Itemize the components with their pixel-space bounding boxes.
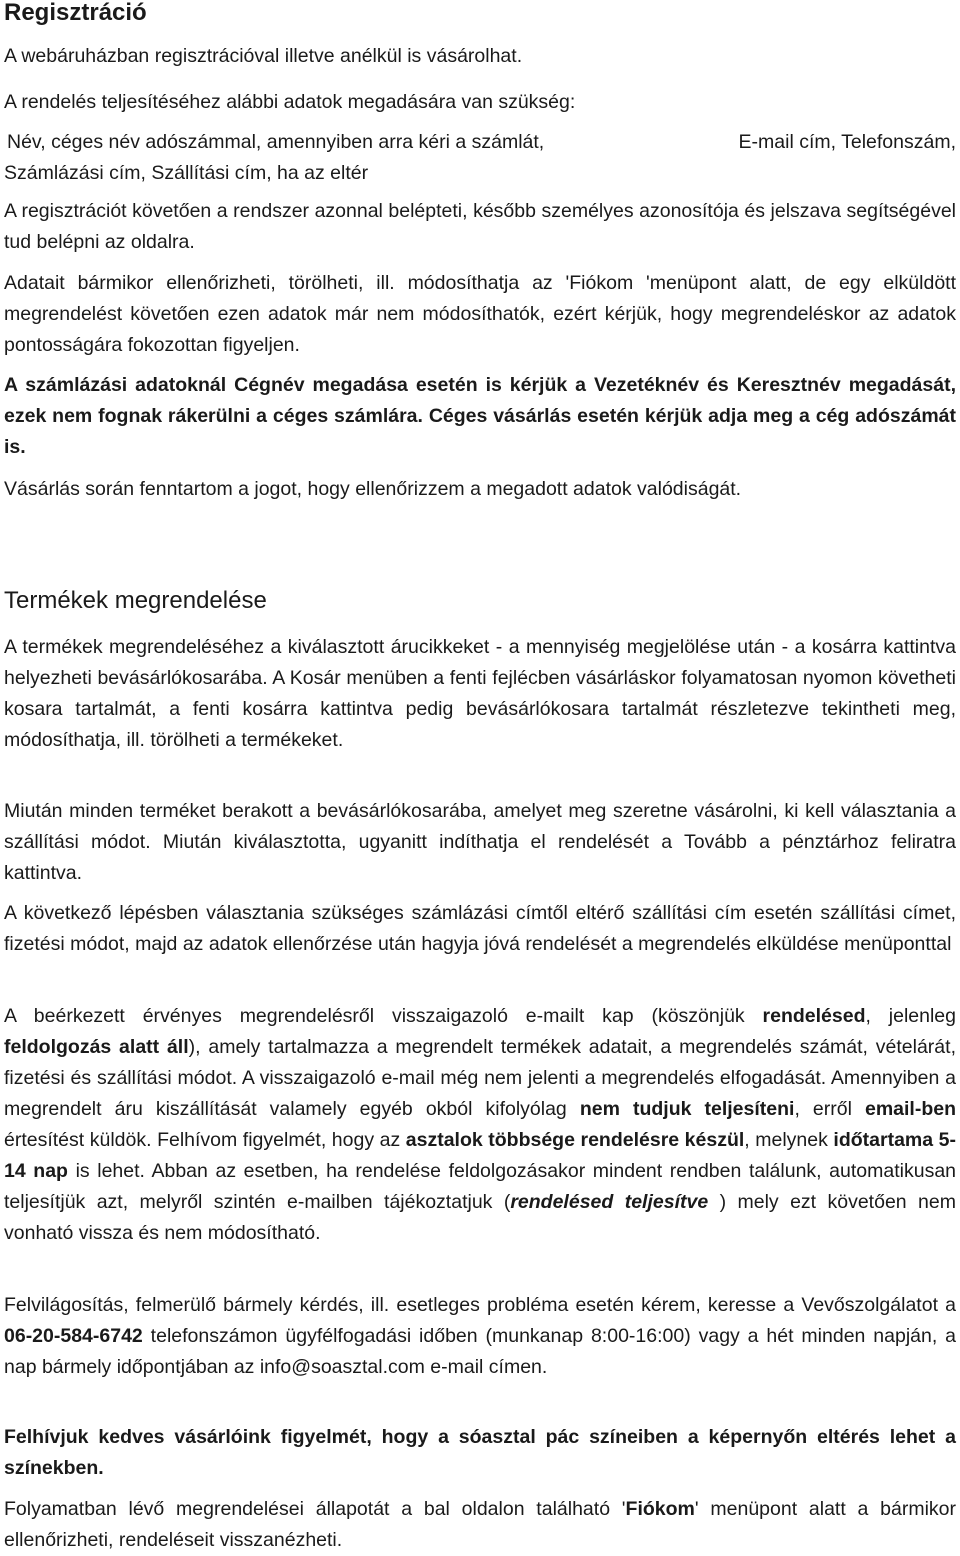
contact-text-1: Felvilágosítás, felmerülő bármely kérdés, ill. esetleges probléma esetén kérem, keresse a Vevőszolgálatot a xyxy=(4,1294,956,1316)
data-management-paragraph: Adatait bármikor ellenőrizheti, törölheti, ill. módosíthatja az 'Fiókom 'menüpont alatt, de egy elküldött megrendelést követően ezen adatok már nem módosíthatók, ezért kérjük, hogy megrendeléskor az adatok pontosságára fokozottan figyeljen. xyxy=(4,272,956,356)
confirm-text-7: is lehet. Abban az esetben, ha rendelése feldolgozásakor mindent rendben találunk, automatikusan teljesítjük azt, melyről szintén e-mailben tájékoztatjuk ( xyxy=(4,1160,957,1213)
shipping-paragraph: Miután minden terméket berakott a bevásárlókosarába, amelyet meg szeretne vásárolni, ki kell választania a szállítási módot. Miután kiválasztotta, ugyanitt indíthatja el rendelését a Tovább a pénztárhoz feliratra kattintva. xyxy=(4,800,956,884)
registration-intro-2: A rendelés teljesítéséhez alábbi adatok megadására van szükség: xyxy=(4,91,576,113)
billing-notice-paragraph: A számlázási adatoknál Cégnév megadása esetén is kérjük a Vezetéknév és Keresztnév megadását, ezek nem fognak rákerülni a céges számlára. Céges vásárlás esetén kérjük adja meg a cég adószámát is. xyxy=(4,374,956,458)
confirm-text-4: , erről xyxy=(794,1098,865,1120)
contact-text-2: telefonszámon ügyfélfogadási időben (munkanap 8:00-16:00) vagy a hét minden napján, a nap bármely időpontjában az info@soasztal.com e-mail címen. xyxy=(4,1325,956,1378)
confirm-text-6: , melynek xyxy=(744,1129,834,1151)
confirm-bold-3: nem tudjuk teljesíteni xyxy=(579,1098,795,1120)
verification-paragraph: Vásárlás során fenntartom a jogot, hogy ellenőrizzem a megadott adatok valódiságát. xyxy=(4,478,742,500)
confirm-text-2: , jelenleg xyxy=(865,1005,956,1027)
order-status-paragraph xyxy=(4,1494,956,1556)
required-fields-line-2: Számlázási cím, Szállítási cím, ha az eltér xyxy=(4,162,369,184)
required-fields-left: Név, céges név adószámmal, amennyiben arra kéri a számlát, xyxy=(7,131,545,153)
status-text-2: ' menüpont alatt a bármikor ellenőrizheti, rendeléseit visszanézheti. xyxy=(4,1498,956,1551)
contact-phone: 06-20-584-6742 xyxy=(4,1325,143,1347)
confirm-bold-5: asztalok többsége rendelésre készül xyxy=(405,1129,745,1151)
confirm-bold-1: rendelésed xyxy=(762,1005,866,1027)
confirm-bold-2: feldolgozás alatt áll xyxy=(4,1036,189,1058)
login-paragraph: A regisztrációt követően a rendszer azonnal belépteti, később személyes azonosítója és jelszava segítségével tud belépni az oldalra. xyxy=(4,200,956,253)
contact-paragraph xyxy=(4,1290,956,1383)
cart-paragraph: A termékek megrendeléséhez a kiválasztott árucikkeket - a mennyiség megjelölése után - a kosárra kattintva helyezheti bevásárlókosarába. A Kosár menüben a fenti fejlécben vásárláskor folyamatosan nyomon követheti kosara tartalmát, a fenti kosárra kattintva pedig bevásárlókosara tartalmát részletezve tekintheti meg, módosíthatja, ill. törölheti a termékeket. xyxy=(4,636,956,751)
required-fields-right: E-mail cím, Telefonszám, xyxy=(738,131,956,153)
orders-title: Termékek megrendelése xyxy=(4,587,267,614)
confirm-text-1: A beérkezett érvényes megrendelésről visszaigazoló e-mailt kap (köszönjük xyxy=(4,1005,763,1027)
next-step-paragraph: A következő lépésben választania szükséges számlázási címtől eltérő szállítási cím esetén szállítási címet, fizetési módot, majd az adatok ellenőrzése után hagyja jóvá rendelését a megrendelés elküldése menüponttal xyxy=(4,902,956,955)
status-account-label: Fiókom xyxy=(625,1498,695,1520)
color-notice-paragraph: Felhívjuk kedves vásárlóink figyelmét, hogy a sóasztal pác színeiben a képernyőn eltérés lehet a színekben. xyxy=(4,1426,956,1479)
registration-intro-1: A webáruházban regisztrációval illetve anélkül is vásárolhat. xyxy=(4,45,523,67)
confirm-text-5: értesítést küldök. Felhívom figyelmét, hogy az xyxy=(4,1129,406,1151)
confirm-bold-italic: rendelésed teljesítve xyxy=(510,1191,709,1213)
required-fields-list xyxy=(4,127,956,189)
registration-title: Regisztráció xyxy=(4,0,147,26)
status-text-1: Folyamatban lévő megrendelései állapotát a bal oldalon található ' xyxy=(4,1498,626,1520)
confirm-text-3: ), amely tartalmazza a megrendelt termékek adatait, a megrendelés számát, vételárát, fizetési és szállítási módot. A visszaigazoló e-mail még nem jelenti a megrendelés elfogadását. Amennyiben a megrendelt áru kiszállítását valamely egyéb okból kifolyólag xyxy=(4,1036,956,1120)
confirm-bold-4: email-ben xyxy=(864,1098,956,1120)
confirmation-paragraph xyxy=(4,1001,956,1249)
confirm-bold-6: időtartama 5-14 nap xyxy=(4,1129,956,1182)
confirm-text-8: ) mely ezt követően nem vonható vissza és nem módosítható. xyxy=(4,1191,956,1244)
